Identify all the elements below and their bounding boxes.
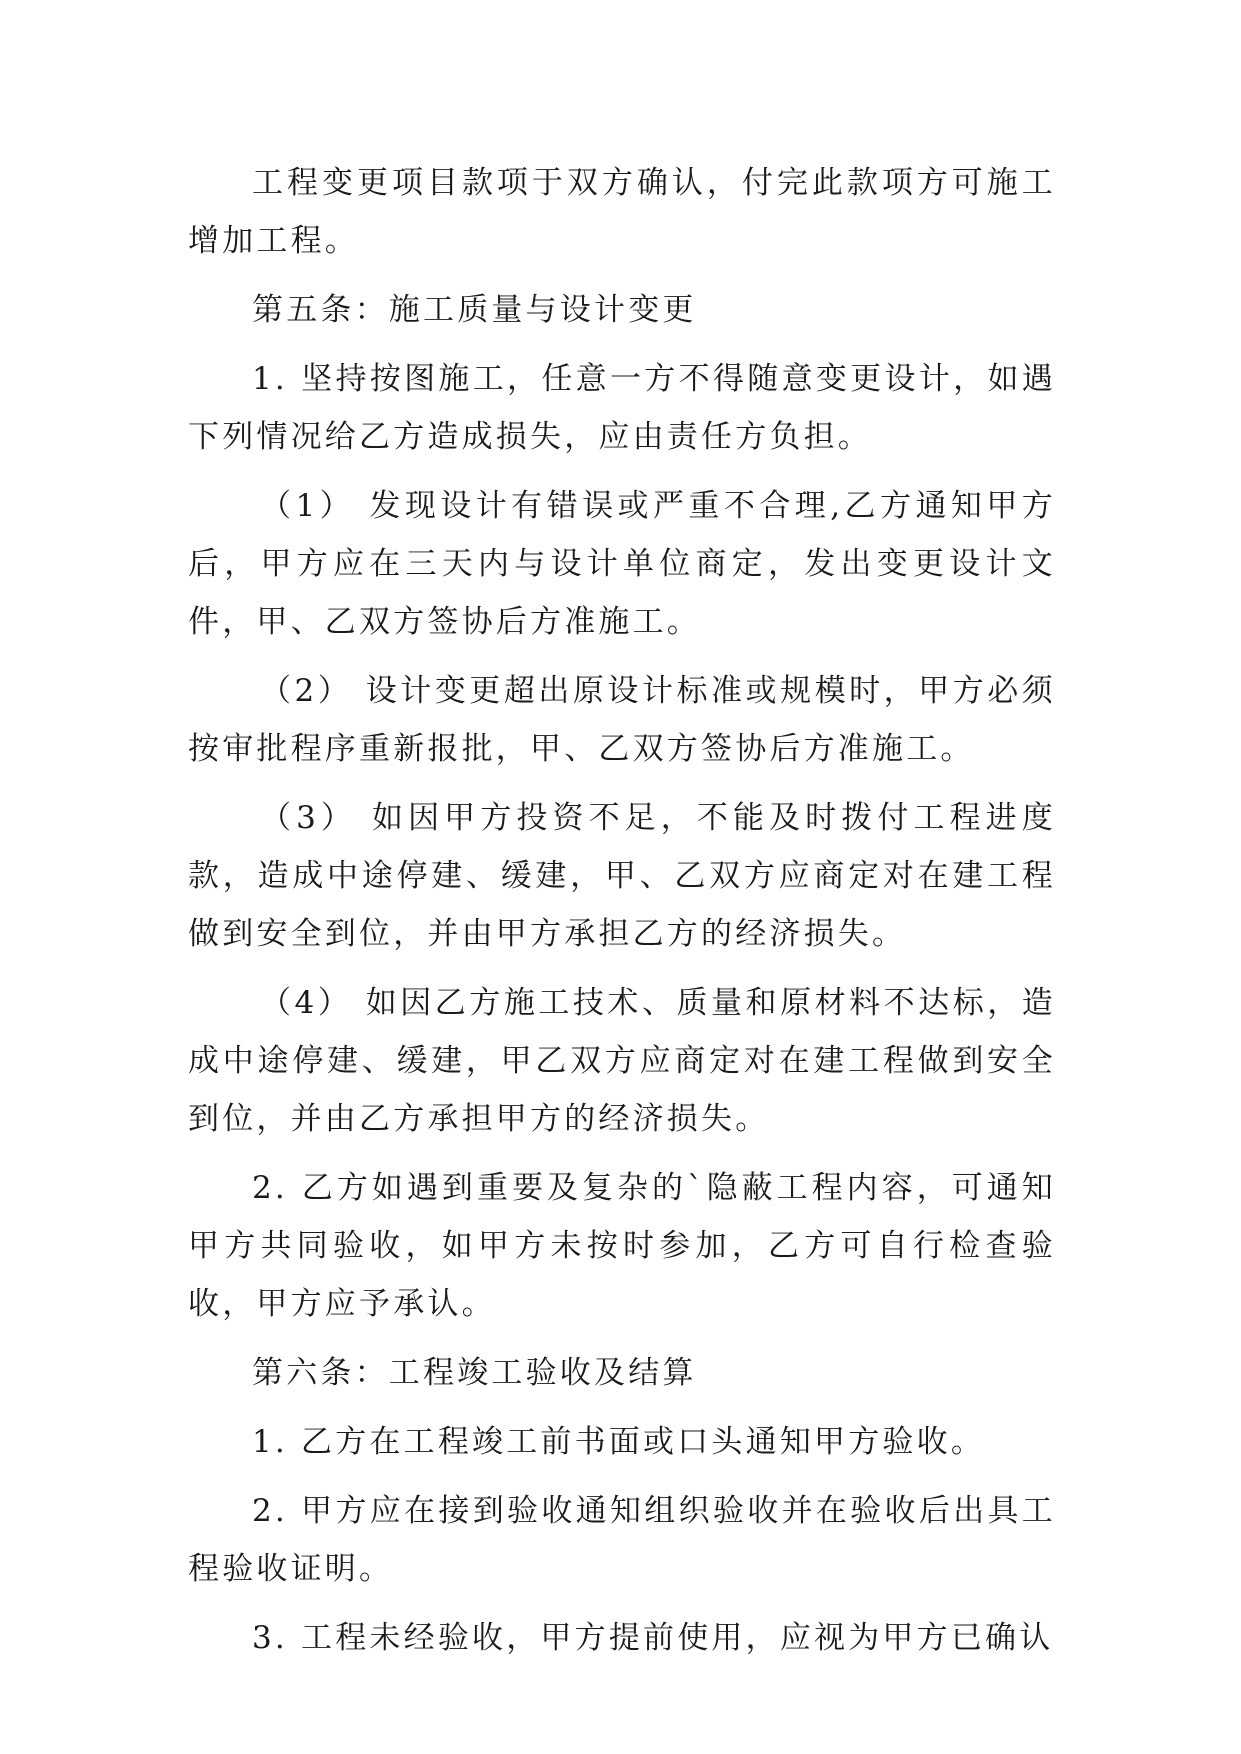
paragraph-5-1-item-3: （3） 如因甲方投资不足，不能及时拨付工程进度款，造成中途停建、缓建，甲、乙双方应商定对在建工程做到安全到位，并由甲方承担乙方的经济损失。 [188, 800, 1056, 952]
paragraph-5-1-item-1: （1） 发现设计有错误或严重不合理,乙方通知甲方后，甲方应在三天内与设计单位商定，发出变更设计文件，甲、乙双方签协后方准施工。 [188, 488, 1056, 640]
paragraph-5-1-item-2: （2） 设计变更超出原设计标准或规模时，甲方必须按审批程序重新报批，甲、乙双方签协后方准施工。 [188, 673, 1056, 767]
article-6-heading: 第六条：工程竣工验收及结算 [252, 1355, 697, 1391]
paragraph-5-1-item-4: （4） 如因乙方施工技术、质量和原材料不达标，造成中途停建、缓建，甲乙双方应商定对在建工程做到安全到位，并由乙方承担甲方的经济损失。 [188, 985, 1056, 1137]
paragraph-6-1: 1. 乙方在工程竣工前书面或口头通知甲方验收。 [252, 1424, 986, 1460]
document-body [188, 154, 1056, 1678]
paragraph-6-2: 2. 甲方应在接到验收通知组织验收并在验收后出具工程验收证明。 [188, 1493, 1056, 1587]
article-5-heading: 第五条：施工质量与设计变更 [252, 292, 697, 328]
paragraph-5-1: 1. 坚持按图施工，任意一方不得随意变更设计，如遇下列情况给乙方造成损失，应由责任方负担。 [188, 361, 1056, 455]
paragraph-6-3: 3. 工程未经验收，甲方提前使用，应视为甲方已确认 [252, 1620, 1054, 1656]
paragraph-change-payment: 工程变更项目款项于双方确认，付完此款项方可施工增加工程。 [188, 165, 1056, 259]
paragraph-5-2: 2. 乙方如遇到重要及复杂的`隐蔽工程内容，可通知甲方共同验收，如甲方未按时参加，乙方可自行检查验收，甲方应予承认。 [188, 1170, 1056, 1322]
